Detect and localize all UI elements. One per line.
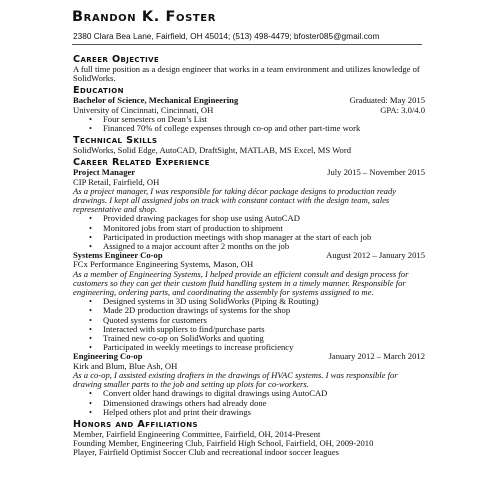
job-summary: As a project manager, I was responsible for taking décor package designs to production ready drawings. I kept all assigned jobs on track with constant contact with the design team, sales representative and shop. [73, 185, 397, 215]
job-company: CIP Retail, Fairfield, OH [73, 176, 160, 187]
list-item: • Quoted systems for customers [103, 316, 425, 325]
job-bullets [73, 389, 425, 417]
list-item: • Made 2D production drawings of systems for the shop [103, 306, 425, 315]
education-bullets [73, 115, 425, 133]
list-item: • Participated in production meetings with shop manager at the start of each job [103, 233, 425, 242]
list-item: • Participated in weekly meetings to increase proficiency [103, 343, 425, 352]
list-item: • Helped others plot and print their drawings [103, 408, 425, 417]
list-item: • Assigned to a major account after 2 months on the job [103, 242, 425, 251]
honors-item: Founding Member, Engineering Club, Fairfield High School, Fairfield, OH, 2009-2010 [73, 438, 374, 449]
job-summary: As a co-op, I assisted existing drafters in the drawings of HVAC systems. I was responsible for drawing smaller parts to the job and setting up plots for co-workers. [73, 369, 398, 390]
honors-item: Player, Fairfield Optimist Soccer Club and recreational indoor soccer leagues [73, 447, 339, 458]
graduation-date: Graduated: May 2015 [349, 95, 425, 106]
objective-text: A full time position as a design engineer that works in a team environment and utilizes knowledge of SolidWorks. [73, 64, 420, 84]
job-bullets [73, 297, 425, 352]
list-item: • Convert older hand drawings to digital drawings using AutoCAD [103, 389, 425, 398]
resume-name: Brandon K. Foster [72, 9, 217, 25]
job-bullets [73, 214, 425, 251]
list-item: • Financed 70% of college expenses through co-op and other part-time work [103, 124, 425, 133]
job-company: FCx Performance Engineering Systems, Mason, OH [73, 259, 254, 270]
resume-body [73, 52, 425, 458]
education-heading: Education [73, 85, 124, 97]
job-dates: January 2012 – March 2012 [328, 351, 425, 362]
list-item: • Provided drawing packages for shop use using AutoCAD [103, 214, 425, 223]
skills-heading: Technical Skills [73, 135, 158, 147]
header-divider [72, 44, 422, 45]
objective-heading: Career Objective [73, 54, 160, 65]
experience-heading: Career Related Experience [73, 157, 210, 169]
honors-heading: Honors and Affiliations [73, 418, 198, 430]
job-dates: August 2012 – January 2015 [326, 250, 425, 261]
list-item: • Trained new co-op on SolidWorks and quoting [103, 334, 425, 343]
job-title: Systems Engineer Co-op [73, 250, 163, 261]
contact-line: 2380 Clara Bea Lane, Fairfield, OH 45014; (513) 498-4479; bfoster085@gmail.com [73, 31, 380, 41]
job-title: Project Manager [73, 167, 136, 178]
list-item: • Monitored jobs from start of production to shipment [103, 224, 425, 233]
gpa: GPA: 3.0/4.0 [380, 104, 425, 115]
job-company: Kirk and Blum, Blue Ash, OH [73, 360, 178, 371]
degree: Bachelor of Science, Mechanical Engineering [73, 95, 239, 106]
skills-text: SolidWorks, Solid Edge, AutoCAD, DraftSight, MATLAB, MS Excel, MS Word [73, 145, 351, 156]
job-summary: As a member of Engineering Systems, I helped provide an efficient consult and design process for customers so they can get their custom fluid handling system in a timely manner. Responsible for engineering, ordering parts, and coordinating the assembly for systems assigned to me. [73, 268, 409, 298]
list-item: • Dimensioned drawings others had already done [103, 399, 425, 408]
job-title: Engineering Co-op [73, 351, 143, 362]
list-item: • Interacted with suppliers to find/purchase parts [103, 325, 425, 334]
school: University of Cincinnati, Cincinnati, OH [73, 104, 214, 115]
list-item: • Designed systems in 3D using SolidWorks (Piping & Routing) [103, 297, 425, 306]
list-item: • Four semesters on Dean’s List [103, 115, 425, 124]
honors-item: Member, Fairfield Engineering Committee, Fairfield, OH, 2014-Present [73, 428, 321, 439]
job-dates: July 2015 – November 2015 [327, 167, 425, 178]
